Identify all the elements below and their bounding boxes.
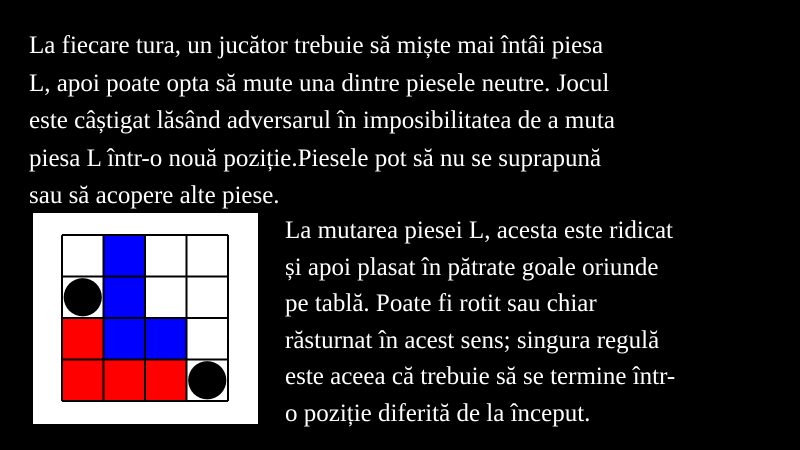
blue-l-piece-cell [145,318,187,360]
blue-l-piece-cell [104,318,146,360]
explanation-line-6: o poziție diferită de la început. [285,399,591,427]
blue-l-piece-cell [104,277,146,319]
board-illustration [33,213,258,424]
red-l-piece-cell [104,360,146,402]
red-l-piece-cell [62,360,104,402]
explanation-line-1: La mutarea piesei L, acesta este ridicat [285,217,673,244]
explanation-line-2: și apoi plasat în pătrate goale oriunde [285,253,659,281]
intro-line-5: sau să acopere alte piese. [29,182,280,209]
intro-line-4: piesa L într-o nouă poziție.Piesele pot să nu se suprapună [29,144,602,172]
red-l-piece-cell [145,360,187,402]
intro-line-2: L, apoi poate opta să mute una dintre piesele neutre. Jocul [29,69,610,97]
explanation-line-4: răsturnat în acest sens; singura regulă [285,326,660,354]
blue-l-piece-cell [104,235,146,277]
explanation-paragraph [285,213,790,432]
explanation-line-3: pe tablă. Poate fi rotit sau chiar [285,290,597,317]
explanation-line-5: este aceea că trebuie să se termine într- [285,363,676,390]
intro-paragraph [29,27,789,215]
intro-line-3: este câștigat lăsând adversarul în imposibilitatea de a muta [29,107,615,134]
red-l-piece-cell [62,318,104,360]
neutral-piece [188,361,226,399]
l-game-board [33,213,258,424]
intro-line-1: La fiecare tura, un jucător trebuie să miște mai întâi piesa [29,32,604,59]
neutral-piece [64,278,102,316]
